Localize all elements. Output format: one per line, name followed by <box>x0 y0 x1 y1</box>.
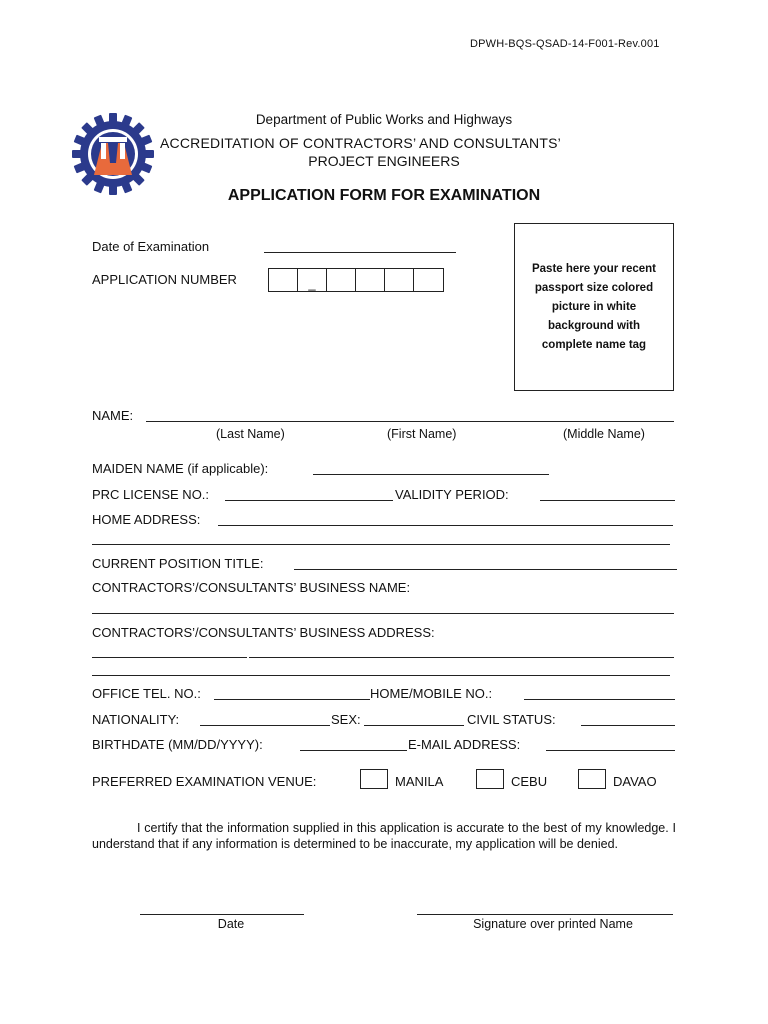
app-number-cell[interactable] <box>356 269 385 291</box>
first-name-caption: (First Name) <box>387 427 457 441</box>
business-name-label: CONTRACTORS’/CONSULTANTS’ BUSINESS NAME: <box>92 580 411 595</box>
nationality-label: NATIONALITY: <box>92 712 180 727</box>
prc-license-label: PRC LICENSE NO.: <box>92 487 210 502</box>
accreditation-title: ACCREDITATION OF CONTRACTORS’ AND CONSULTANTS’ <box>160 135 561 151</box>
photo-instructions: Paste here your recent passport size colored picture in white background with complete name tag <box>531 262 656 351</box>
email-label: E-MAIL ADDRESS: <box>408 737 521 752</box>
civil-status-field[interactable] <box>581 725 675 726</box>
validity-period-field[interactable] <box>540 500 675 501</box>
civil-status-label: CIVIL STATUS: <box>467 712 556 727</box>
cebu-label: CEBU <box>511 774 548 789</box>
davao-checkbox[interactable] <box>578 769 606 789</box>
project-engineers-title: PROJECT ENGINEERS <box>308 153 460 169</box>
photo-box <box>514 223 674 391</box>
sex-label: SEX: <box>331 712 361 727</box>
email-field[interactable] <box>546 750 675 751</box>
business-address-label: CONTRACTORS’/CONSULTANTS’ BUSINESS ADDRESS: <box>92 625 435 640</box>
date-signature-line[interactable] <box>140 914 304 915</box>
document-code: DPWH-BQS-QSAD-14-F001-Rev.001 <box>470 38 660 50</box>
business-name-field[interactable] <box>92 613 674 614</box>
cebu-checkbox[interactable] <box>476 769 504 789</box>
prc-license-field[interactable] <box>225 500 393 501</box>
business-address-field-line2[interactable] <box>92 675 670 676</box>
middle-name-caption: (Middle Name) <box>563 427 645 441</box>
app-number-cell[interactable]: _ <box>298 269 327 291</box>
sex-field[interactable] <box>364 725 464 726</box>
date-of-exam-field[interactable] <box>264 252 456 253</box>
venue-label: PREFERRED EXAMINATION VENUE: <box>92 774 317 789</box>
app-number-cell[interactable] <box>385 269 414 291</box>
birthdate-label: BIRTHDATE (MM/DD/YYYY): <box>92 737 263 752</box>
date-caption: Date <box>217 917 245 931</box>
business-address-field-b[interactable] <box>249 657 674 658</box>
app-number-cell[interactable] <box>327 269 356 291</box>
application-number-boxes <box>268 268 444 292</box>
name-label: NAME: <box>92 408 134 423</box>
signature-caption: Signature over printed Name <box>473 917 633 931</box>
last-name-caption: (Last Name) <box>216 427 285 441</box>
form-title: APPLICATION FORM FOR EXAMINATION <box>227 187 541 204</box>
department-name: Department of Public Works and Highways <box>255 112 513 127</box>
home-address-field-line2[interactable] <box>92 544 670 545</box>
signature-line[interactable] <box>417 914 673 915</box>
certification-statement: I certify that the information supplied in this application is accurate to the best of my knowledge. I understand that if any information is determined to be inaccurate, my application will be denied. <box>92 821 676 851</box>
office-tel-field[interactable] <box>214 699 370 700</box>
current-position-field[interactable] <box>294 569 677 570</box>
home-address-label: HOME ADDRESS: <box>92 512 201 527</box>
home-mobile-label: HOME/MOBILE NO.: <box>370 686 493 701</box>
birthdate-field[interactable] <box>300 750 407 751</box>
date-of-exam-label: Date of Examination <box>92 239 210 254</box>
app-number-cell[interactable] <box>414 269 443 291</box>
home-mobile-field[interactable] <box>524 699 675 700</box>
current-position-label: CURRENT POSITION TITLE: <box>92 556 264 571</box>
maiden-name-field[interactable] <box>313 474 549 475</box>
davao-label: DAVAO <box>613 774 657 789</box>
manila-checkbox[interactable] <box>360 769 388 789</box>
validity-period-label: VALIDITY PERIOD: <box>395 487 509 502</box>
manila-label: MANILA <box>395 774 444 789</box>
home-address-field[interactable] <box>218 525 673 526</box>
business-address-field-a[interactable] <box>92 657 247 658</box>
application-number-label: APPLICATION NUMBER <box>92 272 237 287</box>
maiden-name-label: MAIDEN NAME (if applicable): <box>92 461 269 476</box>
name-field[interactable] <box>146 421 674 422</box>
nationality-field[interactable] <box>200 725 330 726</box>
office-tel-label: OFFICE TEL. NO.: <box>92 686 201 701</box>
app-number-cell[interactable] <box>269 269 298 291</box>
